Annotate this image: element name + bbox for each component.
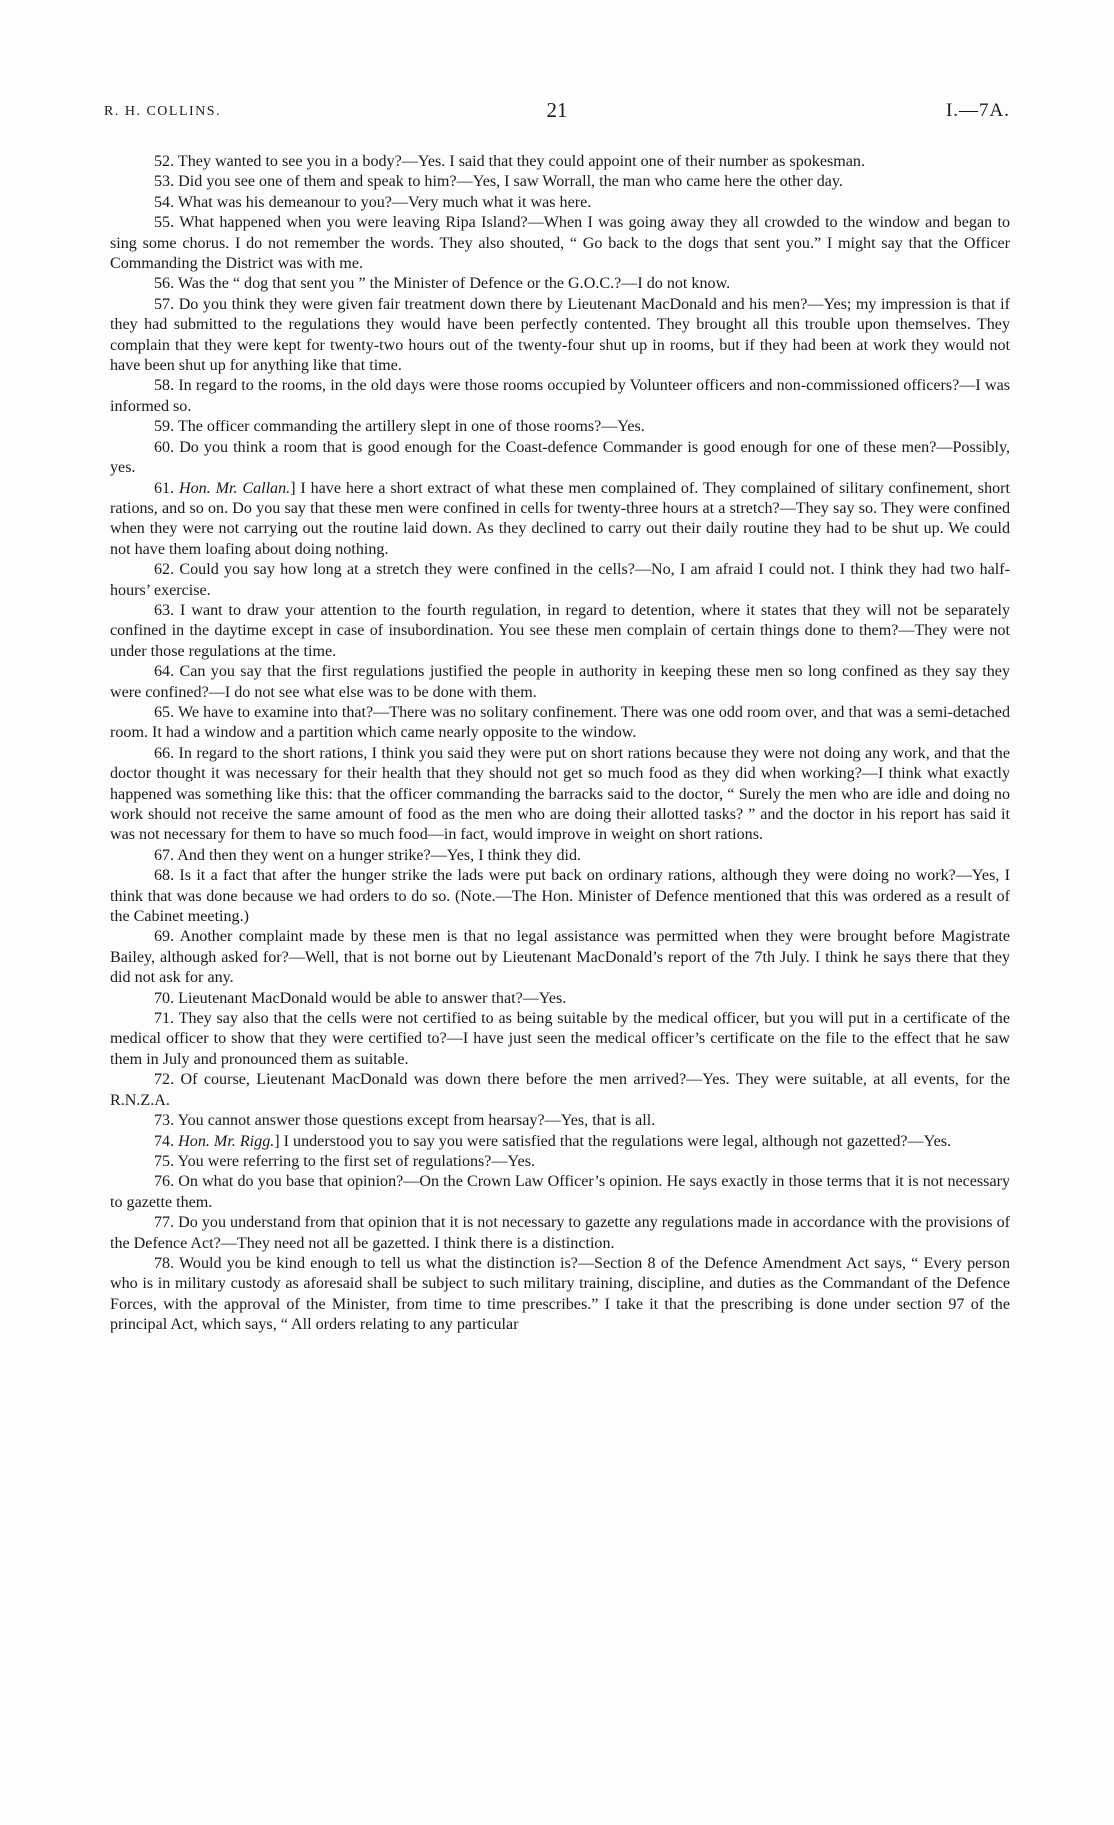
paragraph-number: 53.: [154, 173, 175, 191]
paragraph-text: Do you understand from that opinion that it is not necessary to gazette any regulations made in accordance with the provisions of the Defence Act?—They need not all be gazetted. I think there is a distinction.: [110, 1214, 1010, 1252]
paragraph-text: Did you see one of them and speak to him?—Yes, I saw Worrall, the man who came here the other day.: [178, 173, 843, 191]
paragraph-77: [110, 1213, 1010, 1254]
paragraph-74: [110, 1132, 1010, 1152]
paragraph-67: [110, 846, 1010, 866]
paragraph-text: And then they went on a hunger strike?—Yes, I think they did.: [177, 846, 582, 864]
paragraph-text: Lieutenant MacDonald would be able to answer that?—Yes.: [178, 989, 567, 1007]
paragraph-number: 72.: [154, 1071, 175, 1089]
paragraph-63: [110, 601, 1010, 662]
paragraph-number: 58.: [154, 377, 175, 395]
paragraph-number: 59.: [154, 418, 175, 436]
paragraph-66: [110, 744, 1010, 846]
paragraph-number: 76.: [154, 1173, 175, 1191]
paragraph-text: ] I understood you to say you were satisfied that the regulations were legal, although not gazetted?—Yes.: [274, 1132, 952, 1150]
paragraph-number: 71.: [154, 1010, 175, 1028]
paragraph-73: [110, 1111, 1010, 1131]
header-paper-reference: I.—7A.: [945, 100, 1010, 121]
paragraph-number: 77.: [154, 1214, 175, 1232]
paragraph-62: [110, 560, 1010, 601]
paragraph-text: Could you say how long at a stretch they were confined in the cells?—No, I am afraid I could not. I think they had two half-hours’ exercise.: [110, 561, 1010, 599]
paragraph-52: [110, 152, 1010, 172]
paragraph-number: 55.: [154, 214, 175, 232]
paragraph-59: [110, 417, 1010, 437]
paragraph-text: What happened when you were leaving Ripa Island?—When I was going away they all crowded to the window and began to sing some chorus. I do not remember the words. They also shouted, “ Go back to the dogs that sent you.” I might say that the Officer Commanding the District was with me.: [110, 214, 1011, 273]
paragraph-number: 78.: [154, 1254, 175, 1272]
paragraph-60: [110, 438, 1010, 479]
paragraph-72: [110, 1070, 1010, 1111]
paragraph-number: 56.: [154, 275, 175, 293]
paragraph-number: 75.: [154, 1152, 175, 1170]
paragraph-text: Was the “ dog that sent you ” the Minister of Defence or the G.O.C.?—I do not know.: [177, 275, 731, 293]
paragraph-number: 74.: [154, 1132, 175, 1150]
paragraph-number: 64.: [154, 663, 175, 681]
paragraph-78: [110, 1254, 1010, 1336]
paragraph-text: The officer commanding the artillery slept in one of those rooms?—Yes.: [177, 418, 645, 436]
paragraph-70: [110, 989, 1010, 1009]
speaker-name: Hon. Mr. Rigg.: [178, 1132, 275, 1150]
paragraph-text: Do you think they were given fair treatment down there by Lieutenant MacDonald and his men?—Yes; my impression is that if they had submitted to the regulations they would have been perfectly contented. They brought all this trouble upon themselves. They complain that they were kept for twenty-two hours out of the twenty-four shut up in rooms, but if they had been at work they would not have been shut up for anything like that time.: [110, 295, 1011, 375]
paragraph-number: 60.: [154, 438, 175, 456]
paragraph-text: Of course, Lieutenant MacDonald was down there before the men arrived?—Yes. They were suitable, at all events, for the R.N.Z.A.: [110, 1071, 1010, 1109]
paragraph-text: On what do you base that opinion?—On the Crown Law Officer’s opinion. He says exactly in those terms that it is not necessary to gazette them.: [110, 1173, 1010, 1211]
paragraph-76: [110, 1172, 1010, 1213]
paragraph-text: They wanted to see you in a body?—Yes. I said that they could appoint one of their number as spokesman.: [177, 153, 865, 170]
paragraph-number: 73.: [154, 1112, 175, 1130]
paragraph-text: You were referring to the first set of regulations?—Yes.: [177, 1152, 535, 1170]
paragraph-53: [110, 172, 1010, 192]
speaker-name: Hon. Mr. Callan.: [178, 479, 291, 497]
paragraph-text: Is it a fact that after the hunger strike the lads were put back on ordinary rations, although they were doing no work?—Yes, I think that was done because we had orders to do so. (Note.—The Hon. Minister of Defence mentioned that this was ordered as a result of the Cabinet meeting.): [110, 867, 1010, 926]
paragraph-number: 61.: [154, 479, 175, 497]
paragraph-text: In regard to the rooms, in the old days were those rooms occupied by Volunteer officers and non-commissioned officers?—I was informed so.: [110, 377, 1010, 415]
paragraph-text: Can you say that the first regulations justified the people in authority in keeping these men so long confined as they say they were confined?—I do not see what else was to be done with them.: [110, 663, 1010, 701]
header-witness-name: R. H. COLLINS.: [104, 104, 222, 119]
paragraph-number: 54.: [154, 193, 175, 211]
paragraph-text: Would you be kind enough to tell us what the distinction is?—Section 8 of the Defence Amendment Act says, “ Every person who is in military custody as aforesaid shall be subject to such military training, discipline, and duties as the Commandant of the Defence Forces, with the approval of the Minister, from time to time prescribes.” I take it that the prescribing is done under section 97 of the principal Act, which says, “ All orders relating to any particular: [110, 1254, 1010, 1334]
paragraph-text: What was his demeanour to you?—Very much what it was here.: [177, 193, 592, 211]
paragraph-number: 67.: [154, 846, 175, 864]
paragraph-69: [110, 927, 1010, 988]
paragraph-text: In regard to the short rations, I think you said they were put on short rations because they were not doing any work, and that the doctor thought it was necessary for their health that they should not get so much food as they did when working?—I think what exactly happened was something like this: that the officer commanding the barracks said to the doctor, “ Surely the men who are idle and doing no work should not receive the same amount of food as the men who are doing their allotted tasks? ” and the doctor in his report has said it was not necessary for them to have so much food—in fact, would improve in weight on short rations.: [110, 744, 1010, 844]
paragraph-number: 63.: [154, 601, 175, 619]
paragraph-text: Another complaint made by these men is that no legal assistance was permitted when they were brought before Magistrate Bailey, although asked for?—Well, that is not borne out by Lieutenant MacDonald’s report of the 7th July. I think he says there that they did not ask for any.: [110, 928, 1010, 987]
paragraph-text: They say also that the cells were not certified to as being suitable by the medical officer, but you will put in a certificate of the medical officer to show that they were certified to?—I have just seen the medical officer’s certificate on the file to the effect that he saw them in July and pronounced them as suitable.: [110, 1010, 1010, 1068]
paragraph-text: I want to draw your attention to the fourth regulation, in regard to detention, where it states that they will not be separately confined in the daytime except in case of insubordination. You see these men complain of certain things done to them?—They were not under those regulations at the time.: [110, 601, 1010, 660]
paragraph-number: 66.: [154, 744, 175, 762]
paragraph-text: Do you think a room that is good enough for the Coast-defence Commander is good enough for one of these men?—Possibly, yes.: [110, 438, 1010, 477]
paragraph-number: 65.: [154, 703, 175, 721]
paragraph-65: [110, 703, 1010, 744]
paragraph-number: 57.: [154, 295, 175, 313]
paragraph-68: [110, 866, 1010, 927]
paragraph-number: 68.: [154, 867, 175, 885]
paragraph-75: [110, 1152, 1010, 1172]
page-header: [104, 100, 1010, 126]
paragraph-text: We have to examine into that?—There was no solitary confinement. There was one odd room over, and that was a semi-detached room. It had a window and a partition which came nearly opposite to the window.: [110, 703, 1011, 742]
paragraph-text: ] I have here a short extract of what these men complained of. They complained of silitary confinement, short rations, and so on. Do you say that these men were confined in cells for twenty-three hours at a stretch?—They say so. They were confined when they were not carrying out the routine laid down. As they declined to carry out their daily routine they had to be shut up. We could not have them loafing about doing nothing.: [110, 479, 1010, 558]
transcript-body: [110, 152, 1010, 1336]
paragraph-61: [110, 479, 1010, 561]
paragraph-58: [110, 376, 1010, 417]
paragraph-56: [110, 274, 1010, 294]
paragraph-71: [110, 1009, 1010, 1070]
paragraph-55: [110, 213, 1010, 274]
paragraph-64: [110, 662, 1010, 703]
paragraph-number: 69.: [154, 928, 175, 946]
paragraph-text: You cannot answer those questions except from hearsay?—Yes, that is all.: [177, 1112, 656, 1130]
page-number: 21: [546, 98, 568, 122]
paragraph-54: [110, 193, 1010, 213]
paragraph-57: [110, 295, 1010, 377]
paragraph-number: 62.: [154, 561, 175, 579]
paragraph-number: 52.: [154, 153, 175, 170]
paragraph-number: 70.: [154, 989, 175, 1007]
